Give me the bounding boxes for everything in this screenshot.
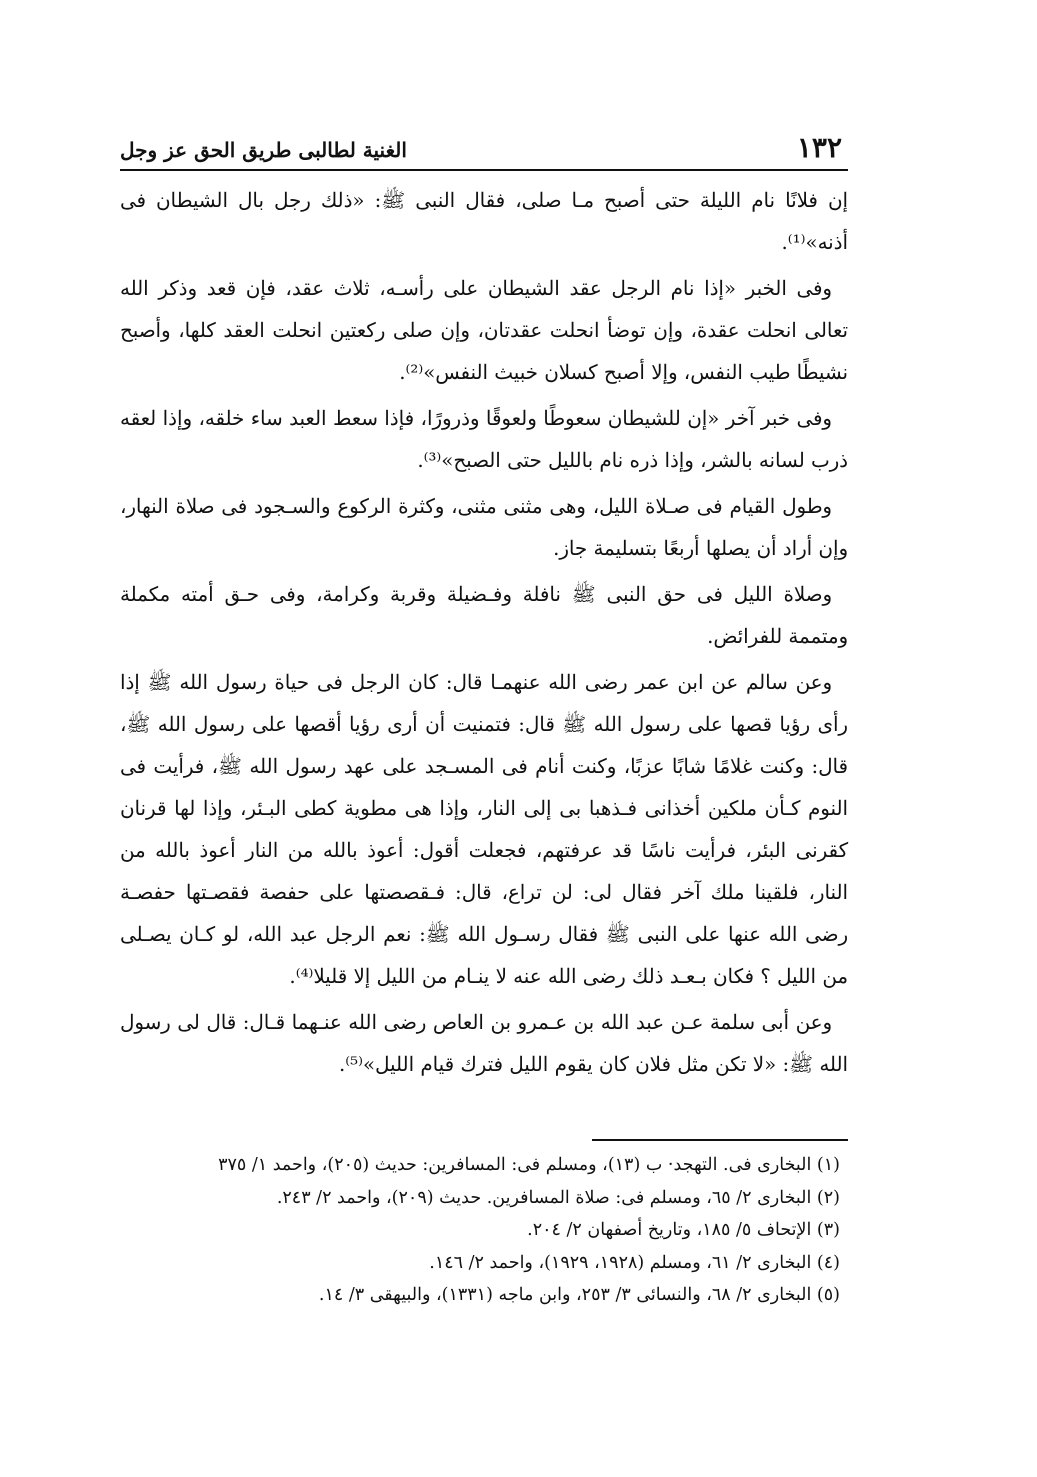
footnote: (٤) البخارى ٢/ ٦١، ومسلم (١٩٢٨، ١٩٢٩)، واحمد ٢/ ١٤٦. xyxy=(429,1252,840,1273)
header-rule xyxy=(120,169,848,171)
footnote-separator xyxy=(592,1139,848,1141)
footnote: (٥) البخارى ٢/ ٦٨، والنسائى ٣/ ٢٥٣، وابن ماجه (١٣٣١)، والبيهقى ٣/ ١٤. xyxy=(318,1285,840,1305)
page-header xyxy=(120,128,848,168)
paragraph: وعن أبى سلمة عـن عبد الله بن عـمرو بن العاص رضى الله عنـهما قـال: قال لى رسول الله ﷺ: «لا تكن مثل فلان كان يقوم الليل فترك قيام الليل»⁽⁵⁾. xyxy=(120,1011,848,1076)
paragraph: إن فلانًا نام الليلة حتى أصبح مـا صلى، فقال النبى ﷺ: «ذلك رجل بال الشيطان فى أذنه»⁽¹⁾. xyxy=(120,189,848,254)
body-text xyxy=(120,180,848,1090)
page-number: ١٣٢ xyxy=(796,131,842,164)
paragraph: وطول القيام فى صـلاة الليل، وهى مثنى مثنى، وكثرة الركوع والسـجود فى صلاة النهار، وإن أراد أن يصلها أربعًا بتسليمة جاز. xyxy=(120,495,848,560)
paragraph: وفى خبر آخر «إن للشيطان سعوطًا ولعوقًا وذرورًا، فإذا سعط العبد ساء خلقه، وإذا لعقه ذرب لسانه بالشر، وإذا ذره نام بالليل حتى الصبح»⁽³⁾. xyxy=(120,407,848,472)
book-page xyxy=(120,120,848,1340)
footnote: (٢) البخارى ٢/ ٦٥، ومسلم فى: صلاة المسافرين. حديث (٢٠٩)، واحمد ٢/ ٢٤٣. xyxy=(276,1187,840,1208)
paragraph: وعن سالم عن ابن عمر رضى الله عنهمـا قال: كان الرجل فى حياة رسول الله ﷺ إذا رأى رؤيا قصها على رسول الله ﷺ قال: فتمنيت أن أرى رؤيا أقصها على رسول الله ﷺ، قال: وكنت غلامًا شابًا عزبًا، وكنت أنام فى المسـجد على عهد رسول الله ﷺ، فرأيت فى النوم كـأن ملكين أخذانى فـذهبا بى إلى النار، وإذا هى مطوية كطى البـئر، وإذا لها قرنان كقرنى البئر، فرأيت ناسًا قد عرفتهم، فجعلت أقول: أعوذ بالله من النار أعوذ بالله من النار، فلقينا ملك آخر فقال لى: لن تراع، قال: فـقصصتها على حفصة فقصـتها حفصـة رضى الله عنها على النبى ﷺ فقال رسـول الله ﷺ: نعم الرجل عبد الله، لو كـان يصـلى من الليل ؟ فكان بـعـد ذلك رضى الله عنه لا ينـام من الليل إلا قليلا⁽⁴⁾. xyxy=(120,671,848,988)
paragraph: وفى الخبر «إذا نام الرجل عقد الشيطان على رأسـه، ثلاث عقد، فإن قعد وذكر الله تعالى انحلت عقدة، وإن توضأ انحلت عقدتان، وإن صلى ركعتين انحلت العقد كلها، وأصبح نشيطًا طيب النفس، وإلا أصبح كسلان خبيث النفس»⁽²⁾. xyxy=(120,277,848,384)
footnotes xyxy=(120,1149,848,1312)
paragraph: وصلاة الليل فى حق النبى ﷺ نافلة وفـضيلة وقربة وكرامة، وفى حـق أمته مكملة ومتممة للفرائض. xyxy=(120,583,848,648)
running-head: الغنية لطالبى طريق الحق عز وجل xyxy=(120,138,407,162)
footnote: (١) البخارى فى. التهجد· ب (١٣)، ومسلم فى: المسافرين: حديث (٢٠٥)، واحمد ١/ ٣٧٥ xyxy=(218,1155,840,1175)
footnote: (٣) الإتحاف ٥/ ١٨٥، وتاريخ أصفهان ٢/ ٢٠٤. xyxy=(527,1220,840,1240)
